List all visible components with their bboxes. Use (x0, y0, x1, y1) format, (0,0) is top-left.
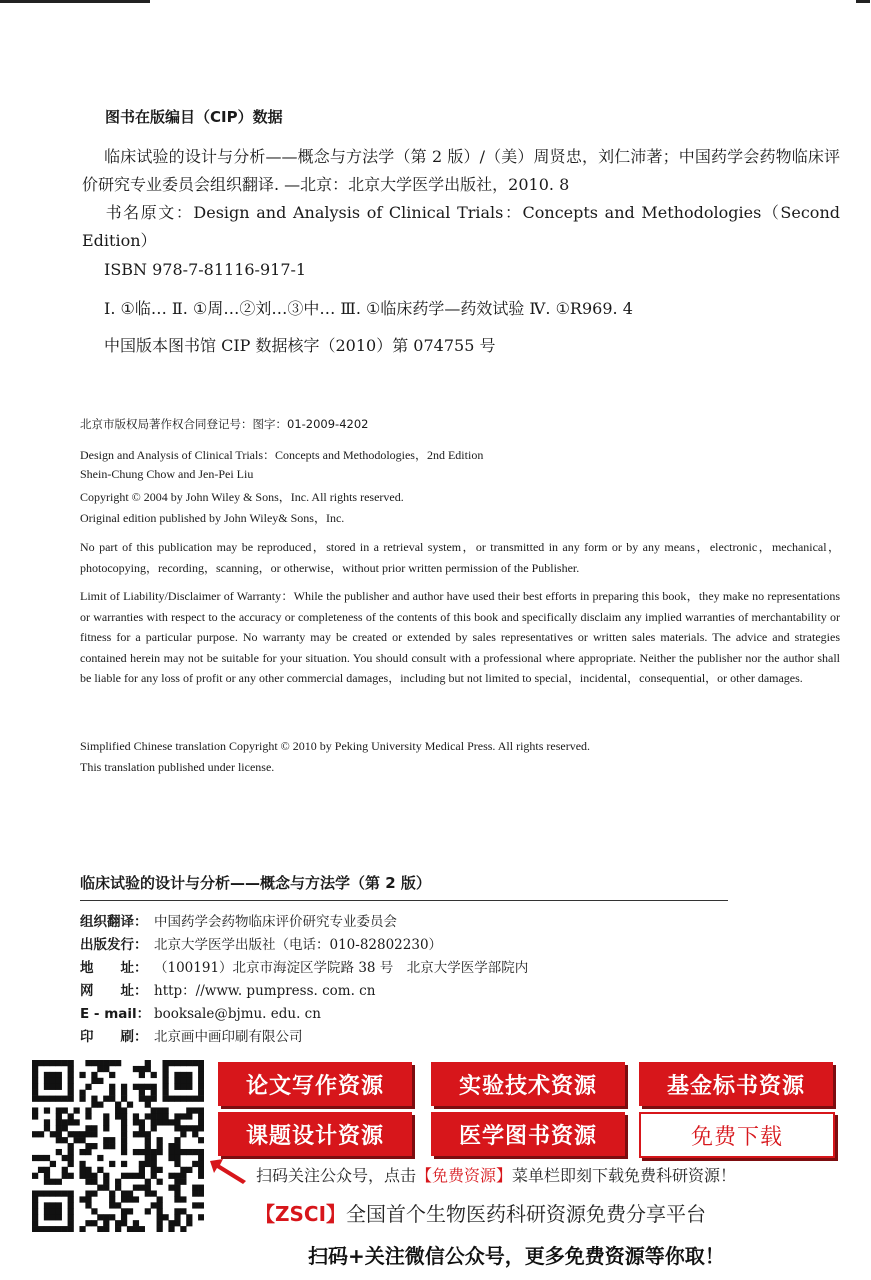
scan-highlight: 【免费资源】 (416, 1166, 513, 1185)
copyright-liability: Limit of Liability/Disclaimer of Warranty：While the publisher and author have used their best efforts in preparing this book，they make no representations or warranties with respect to the accuracy or completeness of the contents of this book and specifically disclaim any implied warranties of merchantability or fitness for a particular purpose. No warranty may be created or extended by sales representatives or written sales materials. The advice and strategies contained herein may not be suitable for your situation. You should consult with a professional where appropriate. Neither the publisher nor the author shall be liable for any loss of profit or any other commercial damages，including but not limited to special，incidental，consequential，or other damages. (80, 589, 840, 685)
info-key: 出版发行： (80, 937, 148, 953)
scan-instruction (256, 1163, 736, 1186)
grant-proposal-button[interactable]: 基金标书资源 (639, 1062, 833, 1106)
medical-books-button[interactable]: 医学图书资源 (431, 1112, 625, 1156)
info-row-website (80, 979, 375, 999)
cip-number: 中国版本图书馆 CIP 数据核字（2010）第 074755 号 (104, 336, 496, 355)
book-title: 临床试验的设计与分析——概念与方法学（第 2 版） (80, 874, 431, 892)
info-value: 北京大学医学出版社（电话：010-82802230） (154, 937, 443, 953)
info-key: 组织翻译： (80, 914, 148, 930)
scan-after: 菜单栏即刻下载免费科研资源！ (512, 1166, 737, 1185)
info-row-address (80, 956, 528, 976)
arrow-left-icon (208, 1155, 248, 1185)
info-row-translator (80, 910, 397, 930)
lab-technique-button[interactable]: 实验技术资源 (431, 1062, 625, 1106)
cip-heading: 图书在版编目（CIP）数据 (105, 108, 283, 126)
divider (80, 900, 728, 901)
qr-code-icon[interactable] (32, 1060, 204, 1232)
cip-isbn: ISBN 978-7-81116-917-1 (104, 260, 307, 279)
cip-original-title-text: 书名原文：Design and Analysis of Clinical Trials：Concepts and Methodologies（Second Edition） (82, 203, 840, 250)
zsci-text: 全国首个生物医药科研资源免费分享平台 (346, 1202, 707, 1226)
copyright-no-part: No part of this publication may be reproduced，stored in a retrieval system，or transmitted in any form or by any means，electronic，mechanical，photocopying，recording，scanning，or otherwise，without prior written permission of the Publisher. (80, 540, 840, 575)
info-row-printer (80, 1025, 303, 1045)
copyright-line: Copyright © 2004 by John Wiley & Sons，Inc. All rights reserved. (80, 490, 404, 504)
info-value: （100191）北京市海淀区学院路 38 号 北京大学医学部院内 (154, 960, 529, 976)
info-key: 地 址： (80, 960, 148, 976)
zsci-tag: 【ZSCI】 (255, 1202, 347, 1226)
info-row-publisher (80, 933, 442, 953)
info-value: http：//www. pumpress. com. cn (154, 983, 376, 999)
copyright-authors: Shein-Chung Chow and Jen-Pei Liu (80, 467, 254, 481)
info-value: booksale@bjmu. edu. cn (154, 1006, 321, 1022)
info-value: 北京画中画印刷有限公司 (154, 1029, 303, 1045)
paper-writing-button[interactable]: 论文写作资源 (218, 1062, 412, 1106)
cip-original-title (82, 199, 840, 255)
info-key: 网 址： (80, 983, 148, 999)
scan-before: 扫码关注公众号，点击 (256, 1166, 417, 1185)
cip-record-text: 临床试验的设计与分析——概念与方法学（第 2 版）/（美）周贤忠，刘仁沛著；中国药学会药物临床评价研究专业委员会组织翻译. —北京：北京大学医学出版社，2010. 8 (82, 147, 840, 194)
free-download-button[interactable]: 免费下载 (639, 1112, 835, 1158)
copyright-translation: Simplified Chinese translation Copyright © 2010 by Peking University Medical Press. All rights reserved. (80, 739, 591, 753)
info-key: 印 刷： (80, 1029, 148, 1045)
bottom-call-to-action: 扫码+关注微信公众号，更多免费资源等你取！ (308, 1244, 725, 1268)
copyright-title-line: Design and Analysis of Clinical Trials：Concepts and Methodologies，2nd Edition (80, 448, 484, 462)
scan-edge-mark (0, 0, 150, 3)
scan-edge-mark-right (856, 0, 870, 3)
project-design-button[interactable]: 课题设计资源 (218, 1112, 412, 1156)
copyright-license: This translation published under license. (80, 760, 275, 774)
copyright-registration: 北京市版权局著作权合同登记号：图字：01-2009-4202 (80, 417, 369, 431)
cip-classification: Ⅰ. ①临… Ⅱ. ①周…②刘…③中… Ⅲ. ①临床药学—药效试验 Ⅳ. ①R969. 4 (104, 299, 633, 318)
info-value: 中国药学会药物临床评价研究专业委员会 (154, 914, 397, 930)
cip-record (82, 143, 840, 199)
info-key: E - mail： (80, 1006, 151, 1022)
info-row-email (80, 1002, 321, 1022)
zsci-tagline (255, 1198, 706, 1227)
copyright-original-edition: Original edition published by John Wiley& Sons，Inc. (80, 511, 345, 525)
